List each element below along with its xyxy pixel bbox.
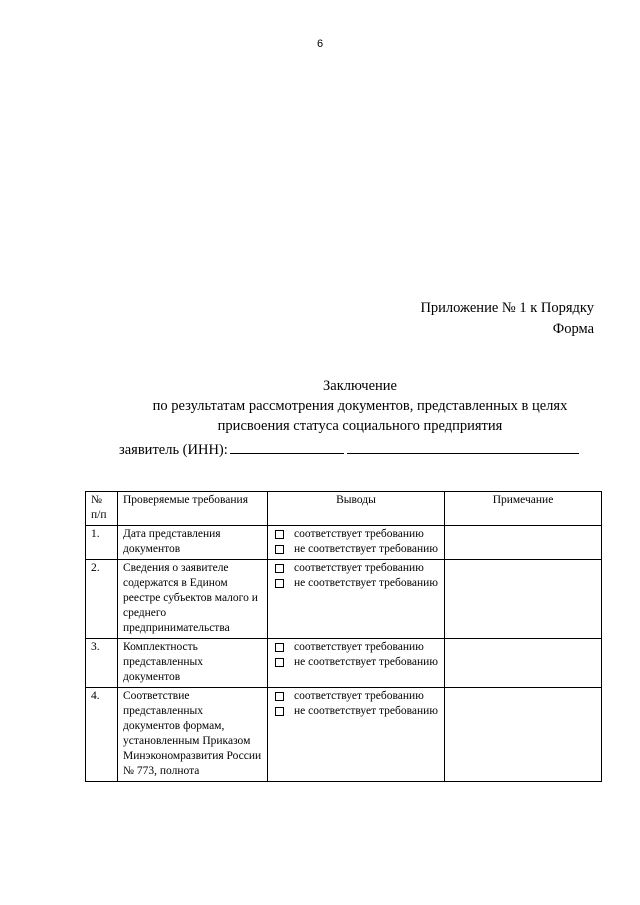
option-match <box>273 527 439 542</box>
row-conclusions <box>268 560 445 639</box>
header-conclusions: Выводы <box>268 492 445 526</box>
option-nomatch-label: не соответствует требованию <box>294 577 438 589</box>
row-note[interactable] <box>445 639 602 688</box>
option-match-label: соответствует требованию <box>294 641 424 653</box>
row-num: 1. <box>86 526 118 560</box>
table-row <box>86 688 602 782</box>
table-row <box>86 526 602 560</box>
header-num: № п/п <box>86 492 118 526</box>
applicant-blank-long[interactable] <box>347 441 579 454</box>
option-match-label: соответствует требованию <box>294 562 424 574</box>
option-nomatch <box>273 542 439 557</box>
table-row <box>86 639 602 688</box>
checkbox-icon[interactable] <box>275 643 284 652</box>
verification-table <box>85 491 602 782</box>
row-requirement: Соответствие представленных документов формам, установленным Приказом Минэкономразвития России № 773, полнота <box>118 688 268 782</box>
row-num: 4. <box>86 688 118 782</box>
option-match-label: соответствует требованию <box>294 690 424 702</box>
row-conclusions <box>268 526 445 560</box>
applicant-line <box>119 441 579 459</box>
option-nomatch-label: не соответствует требованию <box>294 705 438 717</box>
checkbox-icon[interactable] <box>275 692 284 701</box>
page-number: 6 <box>316 38 324 50</box>
applicant-blank-short[interactable] <box>230 441 344 454</box>
row-note[interactable] <box>445 560 602 639</box>
option-match-label: соответствует требованию <box>294 528 424 540</box>
document-heading <box>0 376 640 436</box>
checkbox-icon[interactable] <box>275 707 284 716</box>
option-nomatch-label: не соответствует требованию <box>294 656 438 668</box>
row-note[interactable] <box>445 688 602 782</box>
table-row <box>86 560 602 639</box>
option-match <box>273 561 439 576</box>
option-match <box>273 689 439 704</box>
document-title: Заключение <box>323 378 397 394</box>
checkbox-icon[interactable] <box>275 530 284 539</box>
row-conclusions <box>268 639 445 688</box>
checkbox-icon[interactable] <box>275 579 284 588</box>
option-nomatch <box>273 655 439 670</box>
row-num: 2. <box>86 560 118 639</box>
checkbox-icon[interactable] <box>275 658 284 667</box>
form-label: Форма <box>552 321 594 337</box>
option-nomatch <box>273 576 439 591</box>
applicant-label: заявитель (ИНН): <box>119 442 228 458</box>
option-match <box>273 640 439 655</box>
header-note: Примечание <box>445 492 602 526</box>
checkbox-icon[interactable] <box>275 545 284 554</box>
row-conclusions <box>268 688 445 782</box>
table-header-row <box>86 492 602 526</box>
row-requirement: Комплектность представленных документов <box>118 639 268 688</box>
row-num: 3. <box>86 639 118 688</box>
option-nomatch <box>273 704 439 719</box>
row-requirement: Дата представления документов <box>118 526 268 560</box>
appendix-header <box>420 298 594 340</box>
checkbox-icon[interactable] <box>275 564 284 573</box>
row-requirement: Сведения о заявителе содержатся в Едином реестре субъектов малого и среднего предпринимательства <box>118 560 268 639</box>
appendix-title: Приложение № 1 к Порядку <box>420 300 594 316</box>
row-note[interactable] <box>445 526 602 560</box>
document-subtitle-line2: присвоения статуса социального предприятия <box>217 418 503 434</box>
document-subtitle-line1: по результатам рассмотрения документов, представленных в целях <box>152 398 568 414</box>
header-requirements: Проверяемые требования <box>118 492 268 526</box>
option-nomatch-label: не соответствует требованию <box>294 543 438 555</box>
